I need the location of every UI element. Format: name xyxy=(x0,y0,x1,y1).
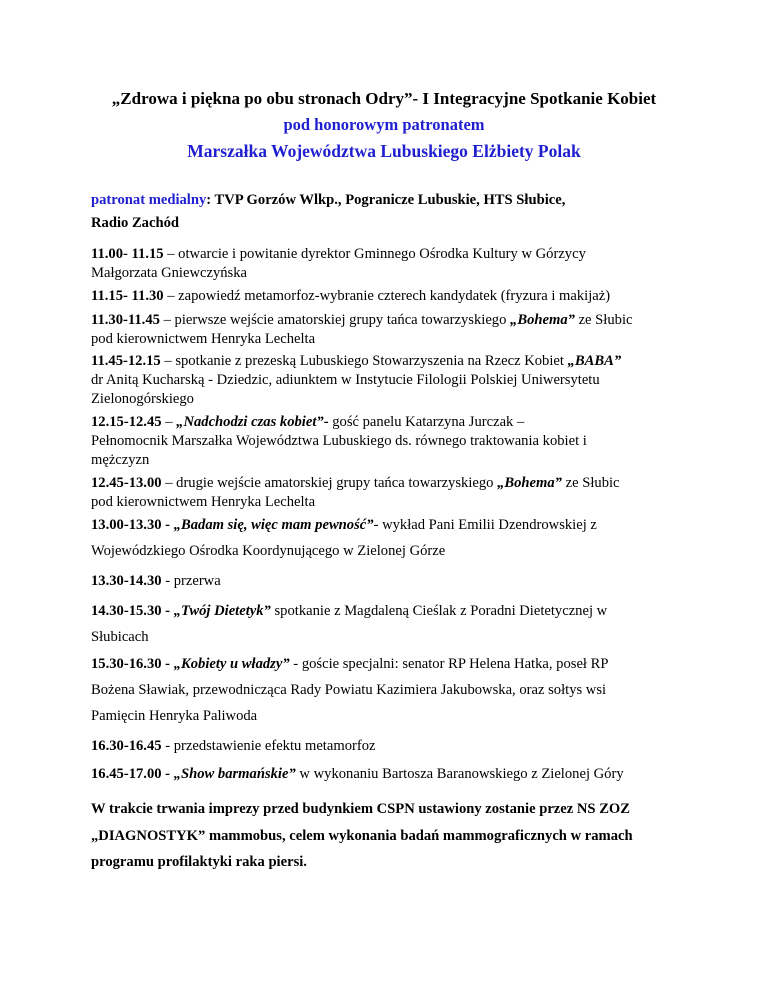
schedule-text-line2: pod kierownictwem Henryka Lechelta xyxy=(91,494,316,510)
schedule-time: 11.45-12.15 xyxy=(91,353,161,369)
schedule-time: 13.30-14.30 xyxy=(91,573,162,589)
schedule-highlight: „Show barmańskie” xyxy=(173,766,296,782)
schedule-item xyxy=(91,311,691,349)
schedule-text-line2: pod kierownictwem Henryka Lechelta xyxy=(91,331,316,347)
schedule-item xyxy=(91,512,691,564)
schedule-item xyxy=(91,413,691,470)
media-patronage-cont xyxy=(91,214,691,233)
schedule-text-post: spotkanie z Magdaleną Cieślak z Poradni Dietetycznej w xyxy=(270,603,608,619)
schedule-text-post: - wykład Pani Emilii Dzendrowskiej z xyxy=(373,517,597,533)
schedule-text: – pierwsze wejście amatorskiej grupy tańca towarzyskiego xyxy=(159,312,511,328)
schedule-text-line2: Wojewódzkiego Ośrodka Koordynującego w Zielonej Górze xyxy=(91,543,446,559)
schedule-text-line2: Bożena Sławiak, przewodnicząca Rady Powiatu Kazimiera Jakubowska, oraz sołtys wsi xyxy=(91,682,607,698)
schedule-text-post: ze Słubic xyxy=(561,475,620,491)
schedule-highlight: „Bohema” xyxy=(510,312,575,328)
patronage-label: pod honorowym patronatem xyxy=(283,115,485,134)
schedule-text: - przerwa xyxy=(161,573,221,589)
schedule-item xyxy=(91,572,691,591)
schedule-item xyxy=(91,651,691,729)
schedule-highlight: „Twój Dietetyk” xyxy=(173,603,271,619)
schedule-item xyxy=(91,737,691,756)
closing-note-line1: W trakcie trwania imprezy przed budynkiem CSPN ustawiony zostanie przez NS ZOZ xyxy=(91,801,631,817)
schedule-time: 12.15-12.45 xyxy=(91,414,162,430)
schedule-time: 16.30-16.45 xyxy=(91,738,162,754)
schedule-highlight: „Kobiety u władzy” xyxy=(173,656,290,672)
media-sponsors-cont: Radio Zachód xyxy=(91,215,179,231)
schedule-text-line2: dr Anitą Kucharską - Dziedzic, adiunktem w Instytucie Filologii Polskiej Uniwersytetu xyxy=(91,372,600,388)
schedule-text: - przedstawienie efektu metamorfoz xyxy=(161,738,376,754)
page-title: „Zdrowa i piękna po obu stronach Odry”- I Integracyjne Spotkanie Kobiet xyxy=(111,89,657,108)
schedule-text-line2: Małgorzata Gniewczyńska xyxy=(91,265,248,281)
schedule-time: 11.15- 11.30 xyxy=(91,288,164,304)
schedule-text-post: - goście specjalni: senator RP Helena Hatka, poseł RP xyxy=(289,656,609,672)
closing-note-line2: „DIAGNOSTYK” mammobus, celem wykonania badań mammograficznych w ramach xyxy=(91,827,633,844)
schedule-text: – drugie wejście amatorskiej grupy tańca towarzyskiego xyxy=(161,475,498,491)
schedule-time: 12.45-13.00 xyxy=(91,475,162,491)
schedule-highlight: „Bohema” xyxy=(497,475,562,491)
schedule-time: 14.30-15.30 - xyxy=(91,603,171,619)
schedule-time: 15.30-16.30 - xyxy=(91,656,171,672)
schedule-item xyxy=(91,598,691,650)
schedule-text-line3: Pamięcin Henryka Paliwoda xyxy=(91,708,258,724)
schedule-highlight: „Badam się, więc mam pewność” xyxy=(173,517,374,533)
schedule-text-post: ze Słubic xyxy=(574,312,633,328)
closing-note-line3: programu profilaktyki raka piersi. xyxy=(91,854,307,870)
schedule-text-line2: Słubicach xyxy=(91,629,149,645)
schedule-highlight: „Nadchodzi czas kobiet” xyxy=(176,414,324,430)
media-sponsors: : TVP Gorzów Wlkp., Pogranicze Lubuskie, HTS Słubice, xyxy=(206,192,566,208)
schedule-item xyxy=(91,474,691,512)
schedule-highlight: „BABA” xyxy=(567,353,622,369)
schedule-text-line2: Pełnomocnik Marszałka Województwa Lubuskiego ds. równego traktowania kobiet i xyxy=(91,433,587,449)
schedule-time: 13.00-13.30 - xyxy=(91,517,171,533)
schedule-time: 16.45-17.00 - xyxy=(91,766,171,782)
schedule-item xyxy=(91,287,691,306)
schedule-text-line3: Zielonogórskiego xyxy=(91,391,194,407)
schedule-text: – otwarcie i powitanie dyrektor Gminnego Ośrodka Kultury w Górzycy xyxy=(163,246,586,262)
schedule-item xyxy=(91,245,691,283)
media-patronage xyxy=(91,191,691,210)
schedule-item xyxy=(91,352,691,409)
schedule-text: – xyxy=(161,414,177,430)
schedule-text: – spotkanie z prezeską Lubuskiego Stowarzyszenia na Rzecz Kobiet xyxy=(160,353,568,369)
patron-name: Marszałka Województwa Lubuskiego Elżbiety Polak xyxy=(187,141,581,161)
schedule-time: 11.00- 11.15 xyxy=(91,246,164,262)
schedule-item xyxy=(91,765,691,784)
media-label: patronat medialny xyxy=(91,192,207,208)
schedule-dash: - xyxy=(323,414,329,430)
schedule-time: 11.30-11.45 xyxy=(91,312,160,328)
schedule-text-post: gość panelu Katarzyna Jurczak – xyxy=(328,414,525,430)
schedule-text: – zapowiedź metamorfoz-wybranie czterech kandydatek (fryzura i makijaż) xyxy=(163,288,611,304)
schedule-text-post: w wykonaniu Bartosza Baranowskiego z Zielonej Góry xyxy=(295,766,624,782)
schedule-text-line3: mężczyzn xyxy=(91,452,150,468)
closing-note xyxy=(91,796,691,876)
